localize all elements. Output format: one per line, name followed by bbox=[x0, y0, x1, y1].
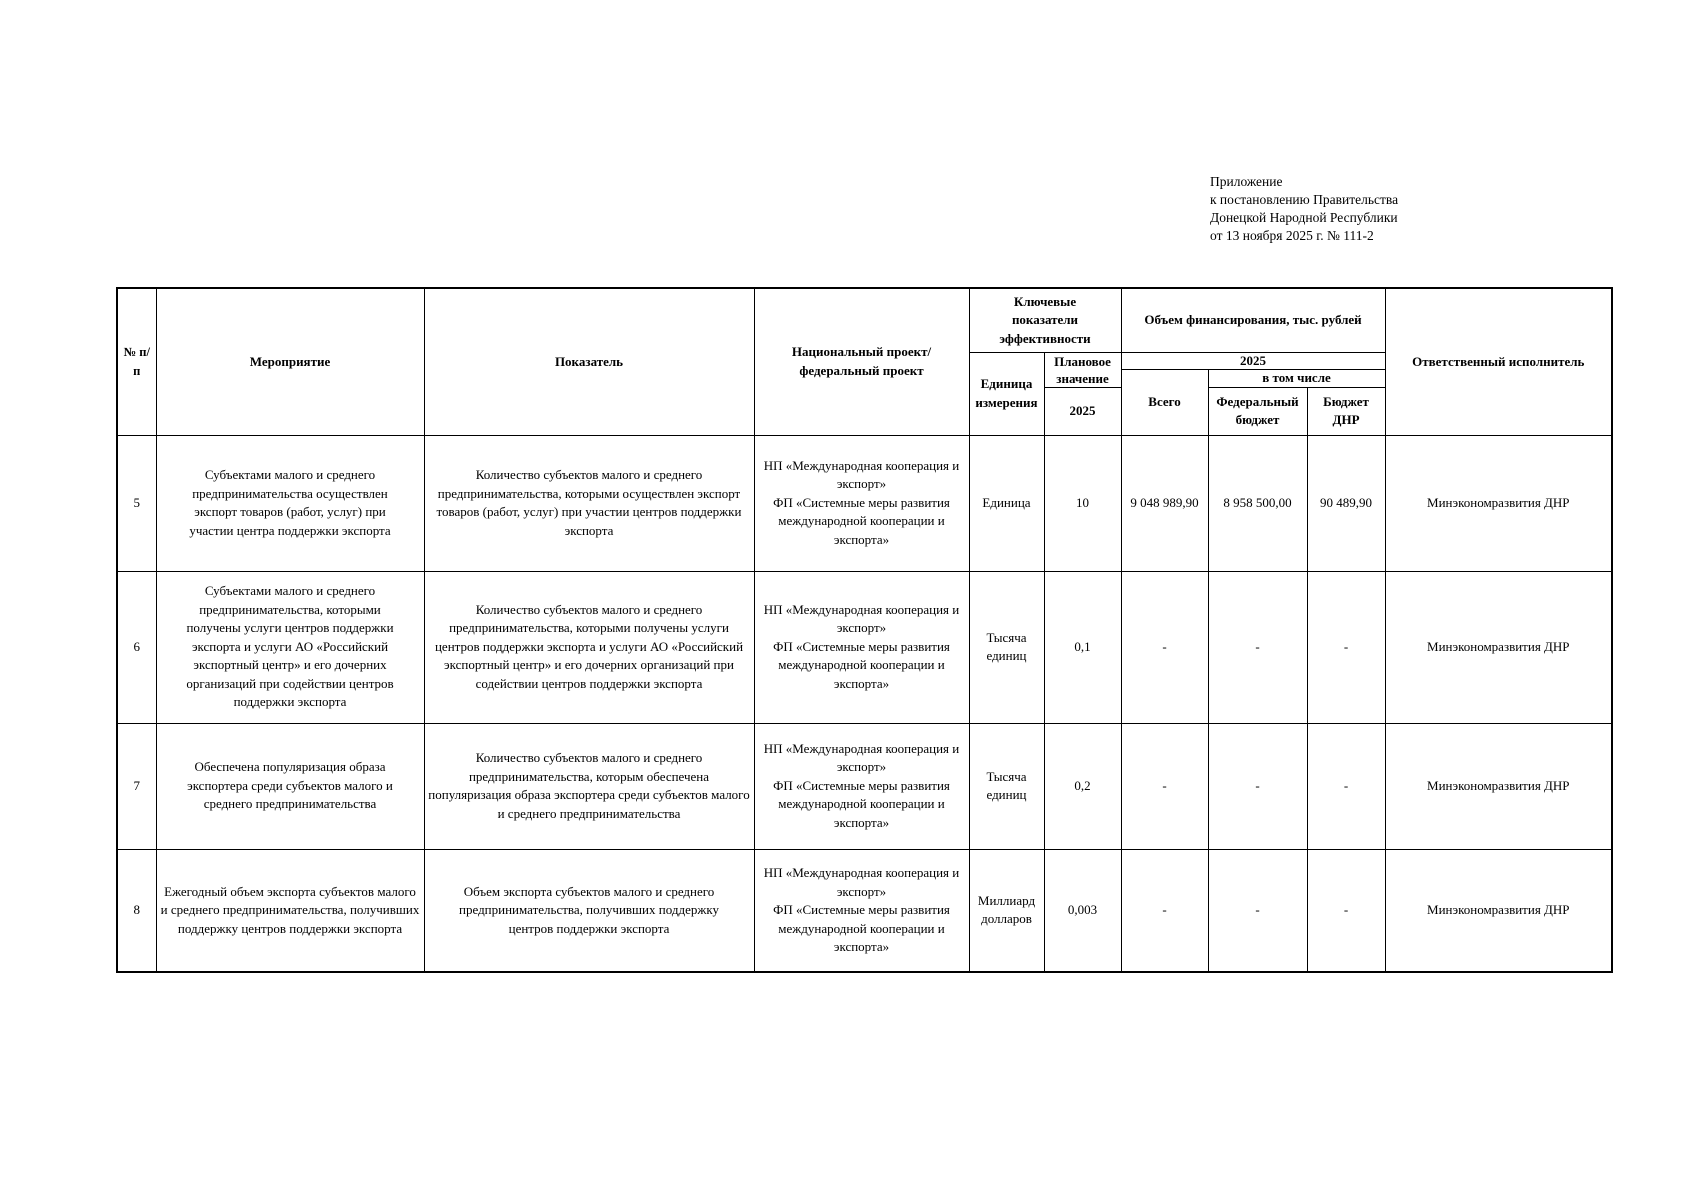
header-num: № п/п bbox=[117, 288, 156, 435]
cell-event: Субъектами малого и среднего предпринимательства осуществлен экспорт товаров (работ, услуг) при участии центра поддержки экспорта bbox=[156, 435, 424, 571]
cell-federal: - bbox=[1208, 723, 1307, 849]
cell-total: - bbox=[1121, 849, 1208, 972]
header-planned-year: 2025 bbox=[1044, 387, 1121, 435]
appendix-header bbox=[1210, 173, 1398, 245]
cell-executor: Минэкономразвития ДНР bbox=[1385, 571, 1612, 723]
cell-dnr: - bbox=[1307, 723, 1385, 849]
table-row bbox=[117, 723, 1612, 849]
project-np: НП «Международная кооперация и экспорт» bbox=[763, 457, 960, 492]
cell-indicator: Количество субъектов малого и среднего предпринимательства, которыми осуществлен экспорт товаров (работ, услуг) при участии центров поддержки экспорта bbox=[424, 435, 754, 571]
cell-total: 9 048 989,90 bbox=[1121, 435, 1208, 571]
project-fp: ФП «Системные меры развития международной кооперации и экспорта» bbox=[773, 638, 950, 691]
cell-planned: 0,2 bbox=[1044, 723, 1121, 849]
cell-num: 6 bbox=[117, 571, 156, 723]
cell-project bbox=[754, 571, 969, 723]
appendix-line: Приложение bbox=[1210, 174, 1283, 189]
cell-num: 5 bbox=[117, 435, 156, 571]
project-fp: ФП «Системные меры развития международной кооперации и экспорта» bbox=[773, 494, 950, 547]
cell-project bbox=[754, 435, 969, 571]
cell-num: 8 bbox=[117, 849, 156, 972]
header-event: Мероприятие bbox=[156, 288, 424, 435]
table-row bbox=[117, 435, 1612, 571]
events-table bbox=[116, 287, 1613, 973]
project-fp: ФП «Системные меры развития международной кооперации и экспорта» bbox=[773, 777, 950, 830]
cell-dnr: - bbox=[1307, 571, 1385, 723]
cell-unit: Единица bbox=[969, 435, 1044, 571]
cell-indicator: Объем экспорта субъектов малого и среднего предпринимательства, получивших поддержку центров поддержки экспорта bbox=[424, 849, 754, 972]
cell-event: Ежегодный объем экспорта субъектов малого и среднего предпринимательства, получивших поддержку центров поддержки экспорта bbox=[156, 849, 424, 972]
header-planned: Плановое значение bbox=[1044, 352, 1121, 387]
header-funding-year: 2025 bbox=[1121, 352, 1385, 369]
cell-executor: Минэкономразвития ДНР bbox=[1385, 849, 1612, 972]
cell-unit: Тысяча единиц bbox=[969, 571, 1044, 723]
header-funding: Объем финансирования, тыс. рублей bbox=[1121, 288, 1385, 352]
table-row bbox=[117, 849, 1612, 972]
cell-total: - bbox=[1121, 723, 1208, 849]
header-federal: Федеральный бюджет bbox=[1208, 387, 1307, 435]
cell-project bbox=[754, 723, 969, 849]
project-fp: ФП «Системные меры развития международной кооперации и экспорта» bbox=[773, 902, 950, 954]
cell-event: Субъектами малого и среднего предпринимательства, которыми получены услуги центров поддержки экспорта и услуги АО «Российский экспортный центр» и его дочерних организаций при содействии центров поддержки экспорта bbox=[156, 571, 424, 723]
cell-unit: Миллиард долларов bbox=[969, 849, 1044, 972]
cell-indicator: Количество субъектов малого и среднего предпринимательства, которым обеспечена популяризация образа экспортера среди субъектов малого и среднего предпринимательства bbox=[424, 723, 754, 849]
appendix-line: к постановлению Правительства bbox=[1210, 192, 1399, 207]
header-dnr: Бюджет ДНР bbox=[1307, 387, 1385, 435]
cell-project bbox=[754, 849, 969, 972]
cell-event: Обеспечена популяризация образа экспортера среди субъектов малого и среднего предпринимательства bbox=[156, 723, 424, 849]
cell-unit: Тысяча единиц bbox=[969, 723, 1044, 849]
cell-num: 7 bbox=[117, 723, 156, 849]
header-including: в том числе bbox=[1208, 369, 1385, 387]
cell-planned: 10 bbox=[1044, 435, 1121, 571]
cell-total: - bbox=[1121, 571, 1208, 723]
header-project: Национальный проект/ федеральный проект bbox=[754, 288, 969, 435]
appendix-line: от 13 ноября 2025 г. № 111-2 bbox=[1210, 228, 1374, 243]
cell-dnr: - bbox=[1307, 849, 1385, 972]
header-kpi: Ключевые показатели эффективности bbox=[969, 288, 1121, 352]
cell-executor: Минэкономразвития ДНР bbox=[1385, 435, 1612, 571]
header-unit: Единица измерения bbox=[969, 352, 1044, 435]
cell-federal: 8 958 500,00 bbox=[1208, 435, 1307, 571]
cell-federal: - bbox=[1208, 571, 1307, 723]
cell-indicator: Количество субъектов малого и среднего предпринимательства, которыми получены услуги центров поддержки экспорта и услуги АО «Российский экспортный центр» и его дочерних организаций при содействии центров поддержки экспорта bbox=[424, 571, 754, 723]
cell-planned: 0,003 bbox=[1044, 849, 1121, 972]
appendix-line: Донецкой Народной Республики bbox=[1210, 210, 1398, 225]
project-np: НП «Международная кооперация и экспорт» bbox=[763, 601, 960, 636]
project-np: НП «Международная кооперация и экспорт» bbox=[763, 740, 960, 775]
cell-planned: 0,1 bbox=[1044, 571, 1121, 723]
project-np: НП «Международная кооперация и экспорт» bbox=[763, 865, 960, 899]
cell-federal: - bbox=[1208, 849, 1307, 972]
cell-dnr: 90 489,90 bbox=[1307, 435, 1385, 571]
table-row bbox=[117, 571, 1612, 723]
cell-executor: Минэкономразвития ДНР bbox=[1385, 723, 1612, 849]
header-indicator: Показатель bbox=[424, 288, 754, 435]
header-executor: Ответственный исполнитель bbox=[1385, 288, 1612, 435]
header-total: Всего bbox=[1121, 369, 1208, 435]
